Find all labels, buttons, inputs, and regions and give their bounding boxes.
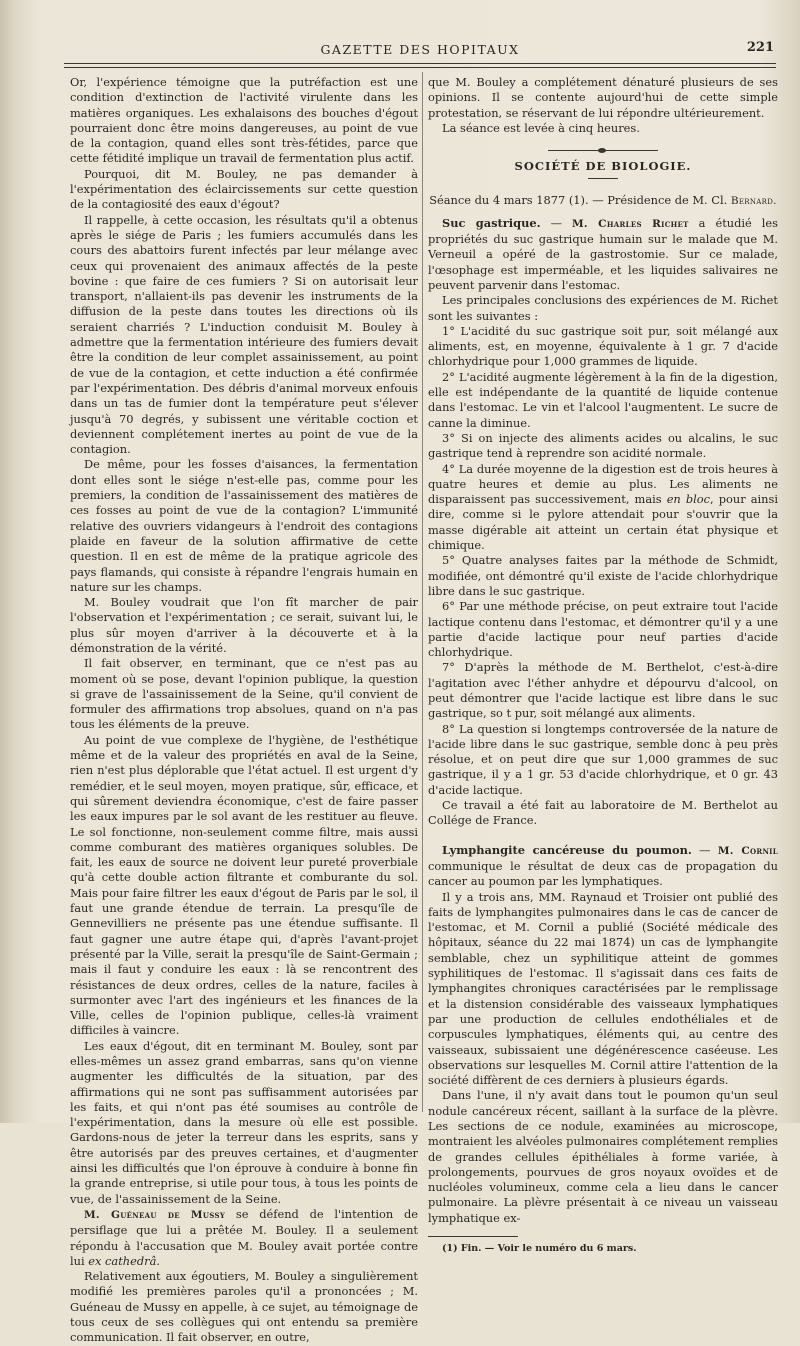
author-name: M. Charles Richet [571, 217, 689, 230]
left-column [70, 75, 418, 1346]
paragraph: Pourquoi, dit M. Bouley, ne pas demander à l'expérimentation des éclaircissements sur cette question de la contagiosité des eaux d'égout? [70, 166, 418, 212]
paragraph-text: se défend de l'intention de persiflage que lui a prêtée M. Bouley. Il a seulement répondu à l'accusation que M. Bouley avait portée contre lui [70, 1206, 418, 1268]
latin-phrase: ex cathedrâ. [88, 1253, 161, 1268]
paragraph: Il y a trois ans, MM. Raynaud et Troisier ont publié des faits de lymphangites pulmonaires dans le cas de cancer de l'estomac, et M. Cornil a publié (Société médicale des hôpitaux, séance du 22 mai 1874) un cas de lymphangite semblable, chez un syphilitique atteint de gommes syphilitiques de l'estomac. Il s'agissait dans ces faits de lymphangites chroniques caractérisées par le remplissage et la distension considérable des vaisseaux lymphatiques par une production de cellules endothéliales et de corpuscules lymphatiques, éléments qui, au centre des vaisseaux, subissaient une dégénérescence caséeuse. Les observations sur lesquelles M. Cornil attire l'attention de la société diffèrent de ces derniers à plusieurs égards. [428, 889, 778, 1088]
paragraph: Au point de vue complexe de l'hygiène, de l'esthétique même et de la valeur des propriétés en aval de la Seine, rien n'est plus déplorable que l'état actuel. Il est urgent d'y remédier, et le seul moyen, moyen pratique, sûr, efficace, et qui sûrement deviendra économique, c'est de faire passer les eaux impures par le sol avant de les restituer au fleuve. Le sol fonctionne, non-seulement comme filtre, mais aussi comme comburant des matières organiques solubles. De fait, les eaux de source ne doivent leur pureté proverbiale qu'à cette double action filtrante et comburante du sol. Mais pour faire filtrer les eaux d'égout de Paris par le sol, il faut une grande étendue de terrain. La presqu'île de Gennevilliers ne présente pas une étendue suffisante. Il faut gagner une autre étape qui, d'après l'avant-projet présenté par la Ville, serait la presqu'île de Saint-Germain ; mais il faut y conduire les eaux : là se rencontrent des résistances de deux ordres, celles de la nature, faciles à surmonter avec l'art des ingénieurs et les finances de la Ville, celles de l'opinion publique, celles-là vraiment difficiles à vaincre. [70, 732, 418, 1038]
header-rule [64, 63, 776, 64]
conclusion-item: 7° D'après la méthode de M. Berthelot, c'est-à-dire l'agitation avec l'éther anhydre et dépourvu d'alcool, on peut démontrer que l'acide lactique est libre dans le suc gastrique, so t pur, soit mélangé aux aliments. [428, 660, 778, 721]
conclusion-item: 2° L'acidité augmente légèrement à la fin de la digestion, elle est indépendante de la quantité de liquide contenue dans l'estomac. Le vin et l'alcool l'augmentent. Le sucre de canne la diminue. [428, 369, 778, 430]
page-number: 221 [746, 40, 774, 55]
subject-heading: Suc gastrique. [442, 215, 541, 230]
footnote: (1) Fin. — Voir le numéro du 6 mars. [442, 1243, 637, 1255]
italic-phrase: en bloc [666, 492, 711, 507]
publication-title: GAZETTE DES HOPITAUX [320, 42, 520, 57]
footnote-rule [428, 1236, 518, 1237]
paragraph: Or, l'expérience témoigne que la putréfaction est une condition d'extinction de l'activité virulente dans les matières organiques. Les exhalaisons des bouches d'égout pourraient donc être moins dangereuses, au point de vue de la contagion, quand elles sont très-fétides, parce que cette fétidité implique un travail de fermentation plus actif. [70, 75, 418, 166]
paragraph: Dans l'une, il n'y avait dans tout le poumon qu'un seul nodule cancéreux récent, saillant à la surface de la plèvre. Les sections de ce nodule, examinées au microscope, montraient les alvéoles pulmonaires complétement remplies de grandes cellules épithéliales à forme variée, à prolongements, pourvues de gros noyaux ovoïdes et de nucléoles volumineux, comme cela a lieu dans le cancer pulmonaire. La plèvre présentait à ce niveau un vaisseau lymphatique ex- [428, 1088, 778, 1225]
meeting-date: Séance du 4 mars 1877 (1). — Présidence de M. Cl. [429, 193, 731, 208]
paragraph: Lymphangite cancéreuse du poumon. — M. Cornil communique le résultat de deux cas de propagation du cancer au poumon par les lymphatiques. [428, 842, 778, 889]
conclusion-text: 4° La durée moyenne de la digestion est de trois heures à quatre heures et demie au plus. Les aliments ne disparaissent pas successivement, mais [428, 461, 778, 507]
speaker-name: M. Guéneau de Mussy [84, 1208, 226, 1221]
paragraph: Relativement aux égoutiers, M. Bouley a singulièrement modifié les premières paroles qu'il a prononcées ; M. Guéneau de Mussy en appelle, à ce sujet, au témoignage de tous ceux de ses collègues qui ont entendu sa première communication. Il fait observer, en outre, [70, 1269, 418, 1345]
page-header [60, 38, 780, 60]
paragraph: La séance est levée à cinq heures. [442, 120, 640, 135]
conclusion-text: , pour ainsi dire, comme si le pylore attendait pour s'ouvrir que la masse digérable ait atteint un certain état physique et chimique. [428, 492, 778, 553]
paragraph: Ce travail a été fait au laboratoire de M. Berthelot au Collége de France. [428, 798, 778, 828]
title-underline [588, 178, 618, 179]
meeting-line [428, 193, 778, 209]
subject-heading: Lymphangite cancéreuse du poumon. [442, 842, 692, 857]
author-name: M. Cornil [717, 844, 778, 857]
conclusion-item: 1° L'acidité du suc gastrique soit pur, soit mélangé aux aliments, est, en moyenne, équivalente à 1 gr. 7 d'acide chlorhydrique pour 1,000 grammes de liquide. [428, 323, 778, 369]
paragraph: M. Bouley voudrait que l'on fît marcher de pair l'observation et l'expérimentation ; ce serait, suivant lui, le plus sûr moyen d'arriver à la découverte et à la démonstration de la vérité. [70, 595, 418, 655]
conclusion-item: 8° La question si longtemps controversée de la nature de l'acide libre dans le suc gastrique, semble donc à peu près résolue, et on peut dire que sur 1,000 grammes de suc gastrique, il y a 1 gr. 53 d'acide chlorhydrique, et 0 gr. 43 d'acide lactique. [428, 721, 778, 797]
paragraph: Les principales conclusions des expériences de M. Richet sont les suivantes : [428, 293, 778, 323]
paragraph: Suc gastrique. — M. Charles Richet a étudié les propriétés du suc gastrique humain sur le malade que M. Verneuil a opéré de la gastrostomie. Sur ce malade, l'œsophage est imperméable, et les liquides salivaires ne peuvent parvenir dans l'estomac. [428, 215, 778, 292]
president-name: Bernard. [730, 195, 777, 208]
section-title: SOCIÉTÉ DE BIOLOGIE. [514, 159, 692, 174]
header-rule-thin [64, 67, 776, 68]
paragraph-text: communique le résultat de deux cas de propagation du cancer au poumon par les lymphatiques. [428, 858, 778, 889]
paragraph: que M. Bouley a complétement dénaturé plusieurs de ses opinions. Il se contente aujourd'hui de cette simple protestation, se réservant de lui répondre ultérieurement. [428, 75, 778, 120]
right-column [428, 75, 778, 1256]
column-divider [422, 72, 423, 1112]
conclusion-item [428, 462, 778, 554]
paragraph: Il fait observer, en terminant, que ce n'est pas au moment où se pose, devant l'opinion publique, la question si grave de l'assainissement de la Seine, qu'il convient de formuler des affirmations trop absolues, quand on n'a pas tous les éléments de la preuve. [70, 656, 418, 732]
conclusion-item: 3° Si on injecte des aliments acides ou alcalins, le suc gastrique tend à reprendre son acidité normale. [428, 430, 778, 461]
paragraph: Les eaux d'égout, dit en terminant M. Bouley, sont par elles-mêmes un assez grand embarras, sans qu'on vienne augmenter les difficultés de la situation, par des affirmations qui ne sont pas suffisamment autorisées par les faits, et qui n'ont pas été soumises au contrôle de l'expérimentation, dans la mesure où elle est possible. Gardons-nous de jeter la terreur dans les esprits, sans y être autorisés par des preuves certaines, et d'augmenter ainsi les difficultés que l'on éprouve à conduire à bonne fin la grande entreprise, si utile pour tous, à tous les points de vue, de l'assainissement de la Seine. [70, 1038, 418, 1206]
conclusion-item: 5° Quatre analyses faites par la méthode de Schmidt, modifiée, ont démontré qu'il existe de l'acide chlorhydrique libre dans le suc gastrique. [428, 553, 778, 598]
paragraph: De même, pour les fosses d'aisances, la fermentation dont elles sont le siége n'est-elle pas, comme pour les premiers, la condition de l'assainissement des matières de ces fosses au point de vue de la contagion? L'immunité relative des ouvriers vidangeurs à l'endroit des contagions plaide en faveur de la solution affirmative de cette question. Il en est de même de la pratique agricole des pays flamands, qui consiste à répandre l'engrais humain en nature sur les champs. [70, 457, 418, 594]
paragraph [70, 1207, 418, 1269]
section-separator [548, 150, 658, 151]
conclusion-item: 6° Par une méthode précise, on peut extraire tout l'acide lactique contenu dans l'estomac, et démontrer qu'il y a une partie d'acide lactique pour neuf parties d'acide chlorhydrique. [428, 599, 778, 660]
paragraph-text: a étudié les propriétés du suc gastrique humain sur le malade que M. Verneuil a opéré de la gastrostomie. Sur ce malade, l'œsophage est imperméable, et les liquides salivaires ne peuvent parvenir dans l'estomac. [428, 215, 778, 292]
paragraph: Il rappelle, à cette occasion, les résultats qu'il a obtenus après le siége de Paris ; les fumiers accumulés dans les cours des abattoirs furent infectés par leur mélange avec ceux qui provenaient des animaux affectés de la peste bovine : que faire de ces fumiers ? Si on autorisait leur transport, n'allaient-ils pas devenir les instruments de la diffusion de la peste dans toutes les directions où ils seraient charriés ? L'induction conduisit M. Bouley à admettre que la fermentation intérieure des fumiers devait être la condition de leur complet assainissement, au point de vue de la contagion, et cette induction a été confirmée par l'expérimentation. Des débris d'animal morveux enfouis dans un tas de fumier dont la température peut s'élever jusqu'à 70 degrés, y subissent une véritable coction et deviennent complétement inertes au point de vue de la contagion. [70, 212, 418, 457]
